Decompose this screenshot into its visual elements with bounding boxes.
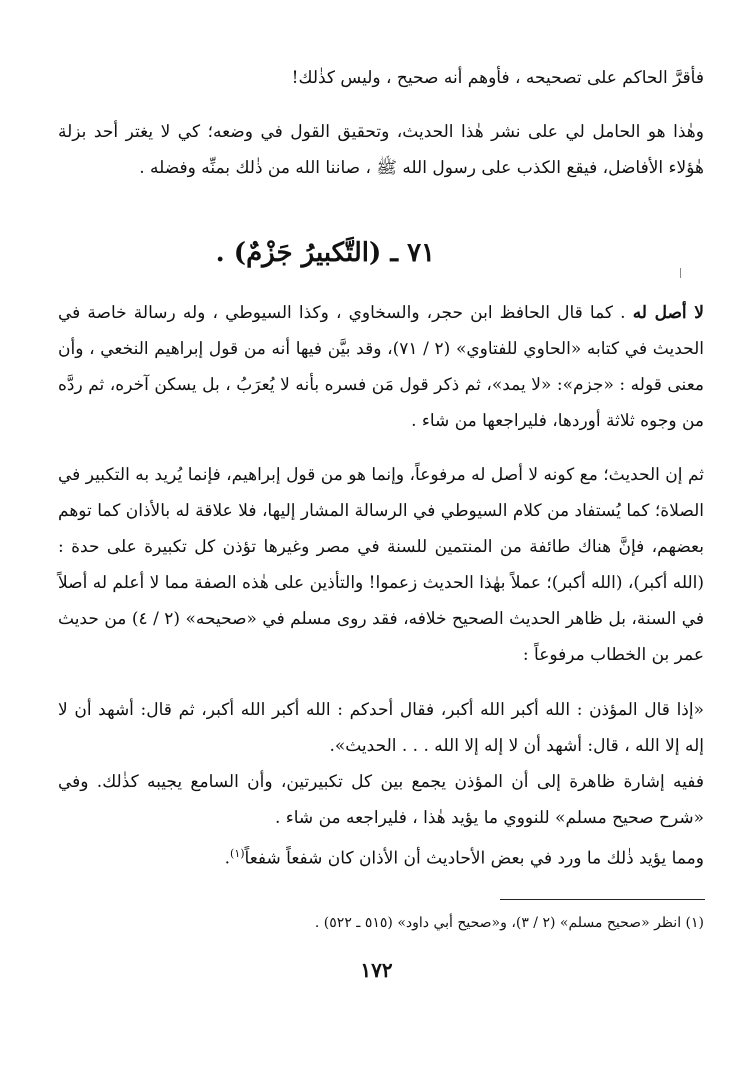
hadith-heading: ٧١ ـ (التَّكبيرُ جَزْمٌ) . <box>215 238 435 268</box>
paragraph-3-body: . كما قال الحافظ ابن حجر، والسخاوي ، وكذا السيوطي ، وله رسالة خاصة في الحديث في كتابه «الحاوي للفتاوي» (٢ / ٧١)، وقد بيَّن فيها أنه من قول إبراهيم النخعي ، وأن معنى قوله : «جزم»: «لا يمد»، ثم ذكر قول مَن فسره بأنه لا يُعرَبُ ، بل يسكن آخره، ثم ردَّه من وجوه ثلاثة أوردها، فليراجعها من شاء . <box>58 303 704 431</box>
paragraph-7 <box>58 836 704 877</box>
footnote: (١) انظر «صحيح مسلم» (٢ / ٣)، و«صحيح أبي داود» (٥١٥ ـ ٥٢٢) . <box>314 915 704 931</box>
paragraph-6: ففيه إشارة ظاهرة إلى أن المؤذن يجمع بين كل تكبيرتين، وأن السامع يجيبه كذٰلك. وفي «شرح صحيح مسلم» للنووي ما يؤيد هٰذا ، فليراجعه من شاء . <box>58 772 704 828</box>
footnote-ref[interactable]: (١) <box>230 847 245 860</box>
paragraph-3 <box>58 295 704 439</box>
verdict-text: لا أصل له <box>632 303 704 323</box>
paragraph-7-body: ومما يؤيد ذٰلك ما ورد في بعض الأحاديث أن الأذان كان شفعاً شفعاً <box>244 848 704 869</box>
footnote-divider <box>500 899 705 900</box>
page-number: ١٧٢ <box>360 958 393 982</box>
paragraph-1: فأقرَّ الحاكم على تصحيحه ، فأوهم أنه صحيح ، وليس كذٰلك! <box>291 68 704 88</box>
paragraph-2: وهٰذا هو الحامل لي على نشر هٰذا الحديث، وتحقيق القول في وضعه؛ كي لا يغتر أحد بزلة هٰؤلاء الأفاضل، فيقع الكذب على رسول الله ﷺ ، صاننا الله من ذٰلك بمنِّه وفضله . <box>58 122 704 178</box>
paragraph-5: «إذا قال المؤذن : الله أكبر الله أكبر، فقال أحدكم : الله أكبر الله أكبر، ثم قال: أشهد أن لا إله إلا الله ، قال: أشهد أن لا إله إلا الله . . . الحديث». <box>58 700 704 756</box>
margin-mark <box>680 268 681 278</box>
paragraph-7-end: . <box>224 848 231 869</box>
paragraph-4: ثم إن الحديث؛ مع كونه لا أصل له مرفوعاً، وإنما هو من قول إبراهيم، فإنما يُريد به التكبير في الصلاة؛ كما يُستفاد من كلام السيوطي في الرسالة المشار إليها، فلا علاقة له بالأذان كما توهم بعضهم، فإنَّ هناك طائفة من المنتمين للسنة في مصر وغيرها تؤذن كل تكبيرة على حدة : (الله أكبر)، (الله أكبر)؛ عملاً بهٰذا الحديث زعموا! والتأذين على هٰذه الصفة مما لا أعلم له أصلاً في السنة، بل ظاهر الحديث الصحيح خلافه، فقد روى مسلم في «صحيحه» (٢ / ٤) من حديث عمر بن الخطاب مرفوعاً : <box>58 465 704 665</box>
